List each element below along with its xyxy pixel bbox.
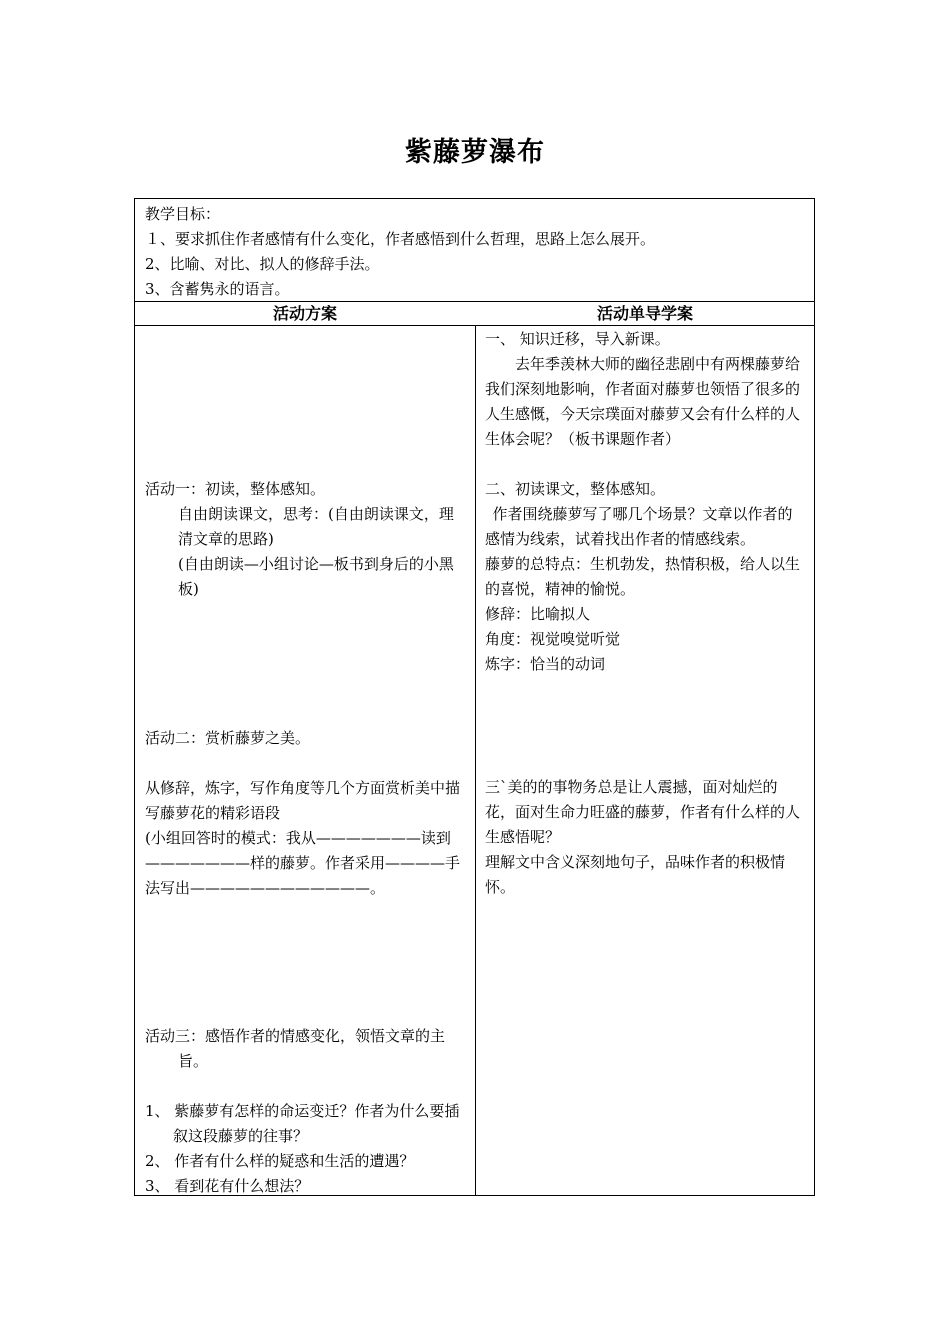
section-3-body: 三`美的的事物务总是让人震撼，面对灿烂的花，面对生命力旺盛的藤萝，作者有什么样的人生感悟呢？ <box>485 778 801 846</box>
column-divider <box>475 325 476 1195</box>
section-2-title: 二、初读课文，整体感知。 <box>485 480 666 498</box>
objectives-heading: 教学目标： <box>145 205 221 223</box>
objective-item-3: 3、含蓄隽永的语言。 <box>145 280 290 298</box>
activity-1-line-1: 自由朗读课文，思考：(自由朗读课文，理清文章的思路) <box>178 505 454 548</box>
activity-2-description: 从修辞，炼字，写作角度等几个方面赏析美中描写藤萝花的精彩语段 <box>145 779 461 822</box>
activity-1-title: 活动一：初读，整体感知。 <box>145 480 326 498</box>
section-1-body: 去年季羡林大师的幽径悲剧中有两棵藤萝给我们深刻地影响，作者面对藤萝也领悟了很多的人生感慨，今天宗璞面对藤萝又会有什么样的人生体会呢？（板书课题作者） <box>485 355 801 448</box>
section-3 <box>485 775 807 900</box>
lesson-plan-table <box>134 198 815 1196</box>
section-2-rhetoric: 修辞：比喻拟人 <box>485 605 591 623</box>
objective-item-1: １、要求抓住作者感情有什么变化，作者感悟到什么哲理，思路上怎么展开。 <box>145 230 656 248</box>
section-2-angle: 角度：视觉嗅觉听觉 <box>485 630 621 648</box>
activity-2-title: 活动二：赏析藤萝之美。 <box>145 729 311 747</box>
section-1 <box>485 327 807 452</box>
activity-2-answer-mode: (小组回答时的模式：我从———————读到———————样的藤萝。作者采用————手法写出————————————。 <box>145 829 461 897</box>
activity-3-question-1: 1、 紫藤萝有怎样的命运变迁？作者为什么要插叙这段藤萝的往事？ <box>145 1102 460 1145</box>
section-2-feature: 藤萝的总特点：生机勃发，热情积极，给人以生的喜悦，精神的愉悦。 <box>485 555 801 598</box>
activity-1 <box>145 477 467 602</box>
section-2-word: 炼字：恰当的动词 <box>485 655 606 673</box>
objective-item-2: 2、比喻、对比、拟人的修辞手法。 <box>145 255 380 273</box>
page-title: 紫藤萝瀑布 <box>405 137 545 168</box>
activity-3-question-3: 3、 看到花有什么想法？ <box>145 1177 310 1195</box>
section-2-body: 作者围绕藤萝写了哪几个场景？文章以作者的感情为线索，试着找出作者的情感线索。 <box>485 505 793 548</box>
activity-3-question-2: 2、 作者有什么样的疑惑和生活的遭遇？ <box>145 1152 415 1170</box>
activity-3-title: 活动三：感悟作者的情感变化，领悟文章的主旨。 <box>145 1027 446 1070</box>
activity-3 <box>145 1024 467 1199</box>
right-column-header: 活动单导学案 <box>596 304 693 323</box>
activity-1-line-2: (自由朗读—小组讨论—板书到身后的小黑板) <box>178 555 454 598</box>
left-column-header: 活动方案 <box>272 304 337 323</box>
section-3-task: 理解文中含义深刻地句子，品味作者的积极情怀。 <box>485 853 786 896</box>
section-2 <box>485 477 807 677</box>
activity-2 <box>145 726 467 901</box>
section-1-title: 一、 知识迁移，导入新课。 <box>485 330 670 348</box>
